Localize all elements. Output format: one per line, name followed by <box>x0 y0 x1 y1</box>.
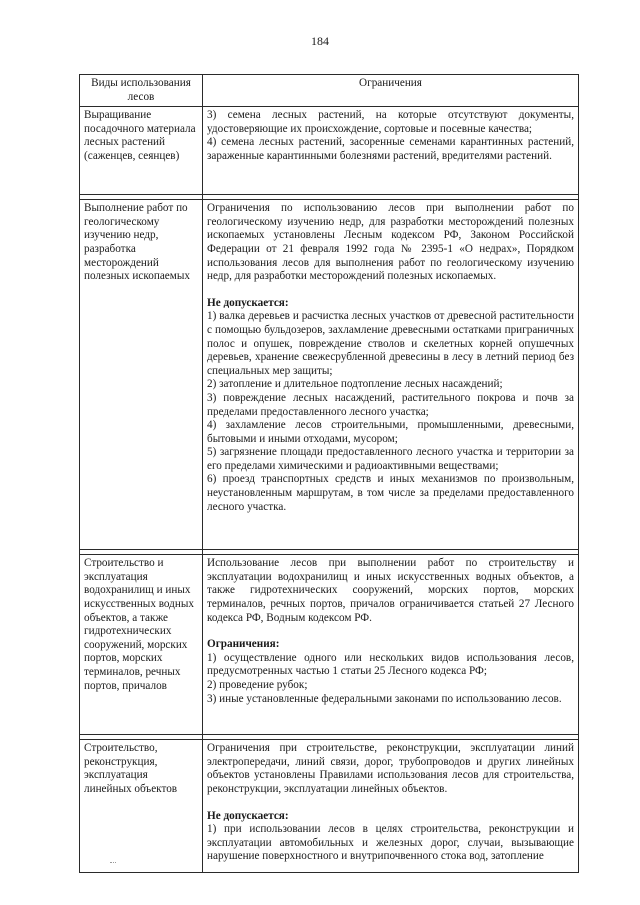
table-row <box>80 740 579 873</box>
row-geology-name: Выполнение работ по геологическому изучению недр, разработка месторождений полезных ископаемых <box>80 200 203 550</box>
row-geology-restrictions <box>203 200 579 550</box>
row-waterworks-restrictions <box>203 555 579 735</box>
restriction-item: 3) иные установленные федеральными законами по использованию лесов. <box>207 692 562 705</box>
table-header-row <box>80 75 579 107</box>
restriction-item: 3) семена лесных растений, на которые отсутствуют документы, удостоверяющие их происхождение, сортовые и посевные качества; <box>207 109 574 135</box>
restriction-item: 1) осуществление одного или нескольких видов использования лесов, предусмотренных частью 1 статьи 25 Лесного кодекса РФ; <box>207 651 574 678</box>
scan-artifact <box>110 862 116 864</box>
restrictions-table <box>79 74 579 873</box>
restriction-item: 4) захламление лесов строительными, промышленными, древесными, бытовыми и иными отходами, мусором; <box>207 419 574 445</box>
table-row <box>80 200 579 550</box>
restriction-item: 1) валка деревьев и расчистка лесных участков от древесной растительности с помощью бульдозеров, захламление древесными остатками приграничных полос и опушек, повреждение стволов и скелетных корней опушечных деревьев, хранение свежесрубленной древесины в лесу в летний период без специальных мер защиты; <box>207 310 574 377</box>
restriction-intro: Использование лесов при выполнении работ по строительству и эксплуатации водохранилищ и иных искусственных водных объектов, а также гидротехнических сооружений, морских портов, морских терминалов, речных портов, причалов ограничивается статьей 27 Лесного кодекса РФ, Водным кодексом РФ. <box>207 557 574 624</box>
restriction-item: 4) семена лесных растений, засоренные семенами карантинных растений, зараженные карантинными болезнями растений, вредителями растений. <box>207 136 574 162</box>
restriction-item: 2) затопление и длительное подтопление лесных насаждений; <box>207 378 503 391</box>
restriction-heading: Ограничения: <box>207 638 280 651</box>
row-waterworks-name: Строительство и эксплуатация водохранилищ и иных искусственных водных объектов, а также гидротехнических сооружений, морских портов, морских терминалов, речных портов, причалов <box>80 555 203 735</box>
table-row <box>80 555 579 735</box>
restriction-heading: Не допускается: <box>207 809 289 822</box>
header-forest-use-types: Виды использования лесов <box>80 75 203 107</box>
header-restrictions: Ограничения <box>203 75 579 107</box>
row-linear-objects-restrictions <box>203 740 579 873</box>
restriction-intro: Ограничения при строительстве, реконструкции, эксплуатации линий электропередачи, линий связи, дорог, трубопроводов и других линейных объектов установлены Правилами использования лесов для строительства, реконструкции, эксплуатации линейных объектов. <box>207 742 574 795</box>
table-row <box>80 107 579 195</box>
restriction-item: 6) проезд транспортных средств и иных механизмов по произвольным, неустановленным маршрутам, в том числе за пределами предоставленного лесного участка. <box>207 473 574 513</box>
page-number: 184 <box>311 34 329 48</box>
restriction-item: 3) повреждение лесных насаждений, растительного покрова и почв за пределами предоставленного лесного участка; <box>207 391 574 418</box>
row-linear-objects-name: Строительство, реконструкция, эксплуатация линейных объектов <box>80 740 203 873</box>
restriction-intro: Ограничения по использованию лесов при выполнении работ по геологическому изучению недр, для разработки месторождений полезных ископаемых установлены Лесным кодексом РФ, Законом Российской Федерации от 21 февраля 1992 года № 2395-1 «О недрах», Порядком использования лесов для выполнения работ по геологическому изучению недр, для разработки месторождений полезных ископаемых. <box>207 202 574 283</box>
restriction-heading: Не допускается: <box>207 296 289 309</box>
row-seedlings-restrictions <box>203 107 579 195</box>
restriction-item: 1) при использовании лесов в целях строительства, реконструкции и эксплуатации автомобильных и железных дорог, случаи, вызывающие нарушение поверхностного и внутрипочвенного стока вод, затопление <box>207 823 574 863</box>
row-seedlings-name: Выращивание посадочного материала лесных растений (саженцев, сеянцев) <box>80 107 203 195</box>
restriction-item: 5) загрязнение площади предоставленного лесного участка и территории за его пределами химическими и радиоактивными веществами; <box>207 446 574 472</box>
restriction-item: 2) проведение рубок; <box>207 678 308 691</box>
